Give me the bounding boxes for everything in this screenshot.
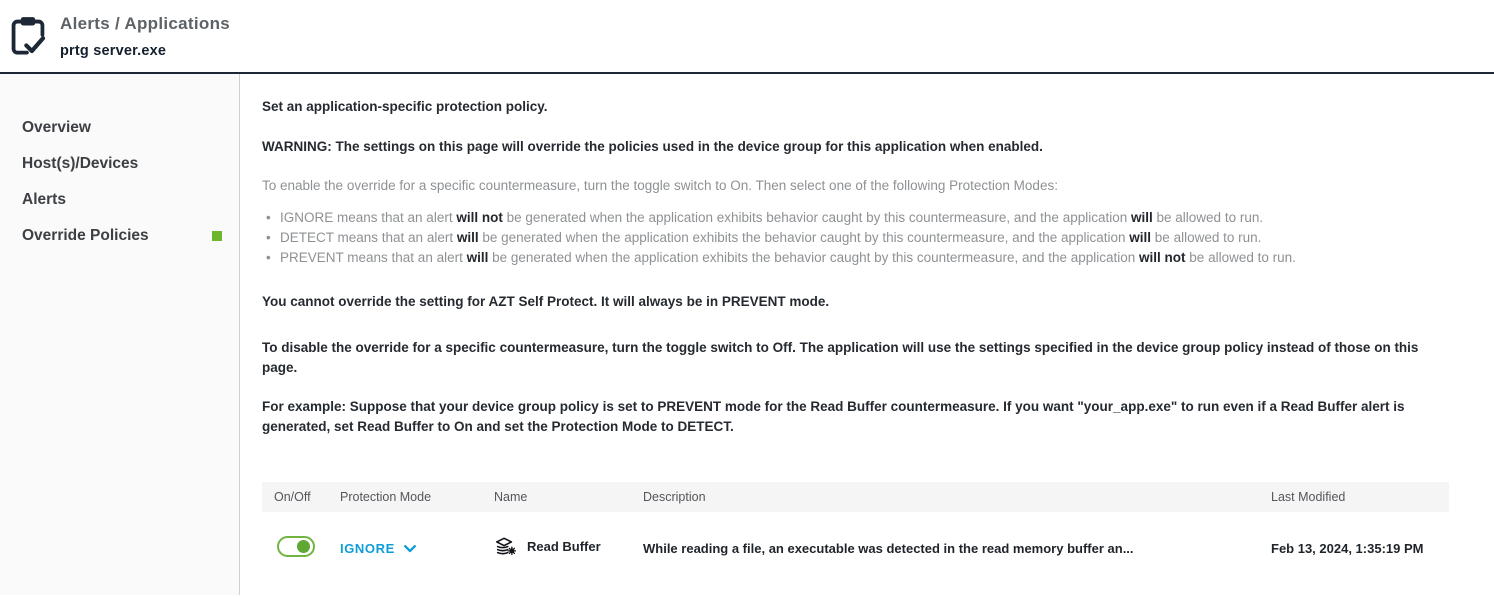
countermeasures-table [262,482,1449,584]
col-header-on-off: On/Off [274,490,311,504]
toggle-knob [297,540,310,553]
sidebar-item-hosts-devices[interactable] [0,146,239,182]
clipboard-check-icon [10,16,46,56]
application-name: prtg server.exe [60,42,167,59]
active-indicator [212,231,222,241]
last-modified-value: Feb 13, 2024, 1:35:19 PM [1271,540,1424,556]
override-policies-panel [240,74,1494,595]
col-header-protection-mode: Protection Mode [340,490,432,504]
col-header-name: Name [494,490,528,504]
bullet-detect: • DETECT means that an alert will be generated when the application exhibits the behavior caught by this countermeasure, and the application will be allowed to run. [262,228,1450,248]
chevron-down-icon [404,541,416,556]
page-title: Alerts / Applications [60,13,231,33]
page-header [0,0,1494,74]
read-buffer-icon [494,536,516,558]
col-header-last-modified: Last Modified [1271,490,1346,504]
disable-hint-text: To disable the override for a specific countermeasure, turn the toggle switch to Off. The application will use the settings specified in the device group policy instead of those on this page. [262,340,1419,375]
table-header-row [262,482,1449,512]
sidebar-item-override-policies[interactable] [0,218,239,254]
warning-text: WARNING: The settings on this page will override the policies used in the device group for this application when enabled. [262,139,1043,154]
table-row [262,512,1449,584]
protection-mode-value: IGNORE [340,540,395,556]
countermeasure-name: Read Buffer [527,539,601,554]
protection-mode-list [262,208,1450,268]
countermeasure-description: While reading a file, an executable was detected in the read memory buffer an... [643,540,1134,556]
protection-mode-dropdown[interactable] [340,541,416,556]
intro-text: Set an application-specific protection policy. [262,99,548,114]
sidebar-item-alerts[interactable] [0,182,239,218]
sidebar-nav [0,74,240,595]
col-header-description: Description [643,490,706,504]
bullet-ignore: • IGNORE means that an alert will not be generated when the application exhibits behavior caught by this countermeasure, and the application will be allowed to run. [262,208,1450,228]
example-text: For example: Suppose that your device group policy is set to PREVENT mode for the Read Buffer countermeasure. If you want "your_app.exe" to run even if a Read Buffer alert is generated, set Read Buffer to On and set the Protection Mode to DETECT. [262,399,1405,434]
on-off-toggle[interactable] [277,536,315,557]
sidebar-item-overview[interactable] [0,110,239,146]
sidebar-item-label: Overview [22,119,91,136]
sidebar-item-label: Override Policies [22,227,149,244]
bullet-prevent: • PREVENT means that an alert will be generated when the application exhibits the behavior caught by this countermeasure, and the application will not be allowed to run. [262,248,1450,268]
enable-hint-text: To enable the override for a specific countermeasure, turn the toggle switch to On. Then select one of the following Protection Modes: [262,178,1058,193]
sidebar-item-label: Alerts [22,191,66,208]
sidebar-item-label: Host(s)/Devices [22,155,139,172]
azt-note-text: You cannot override the setting for AZT Self Protect. It will always be in PREVENT mode. [262,294,830,309]
